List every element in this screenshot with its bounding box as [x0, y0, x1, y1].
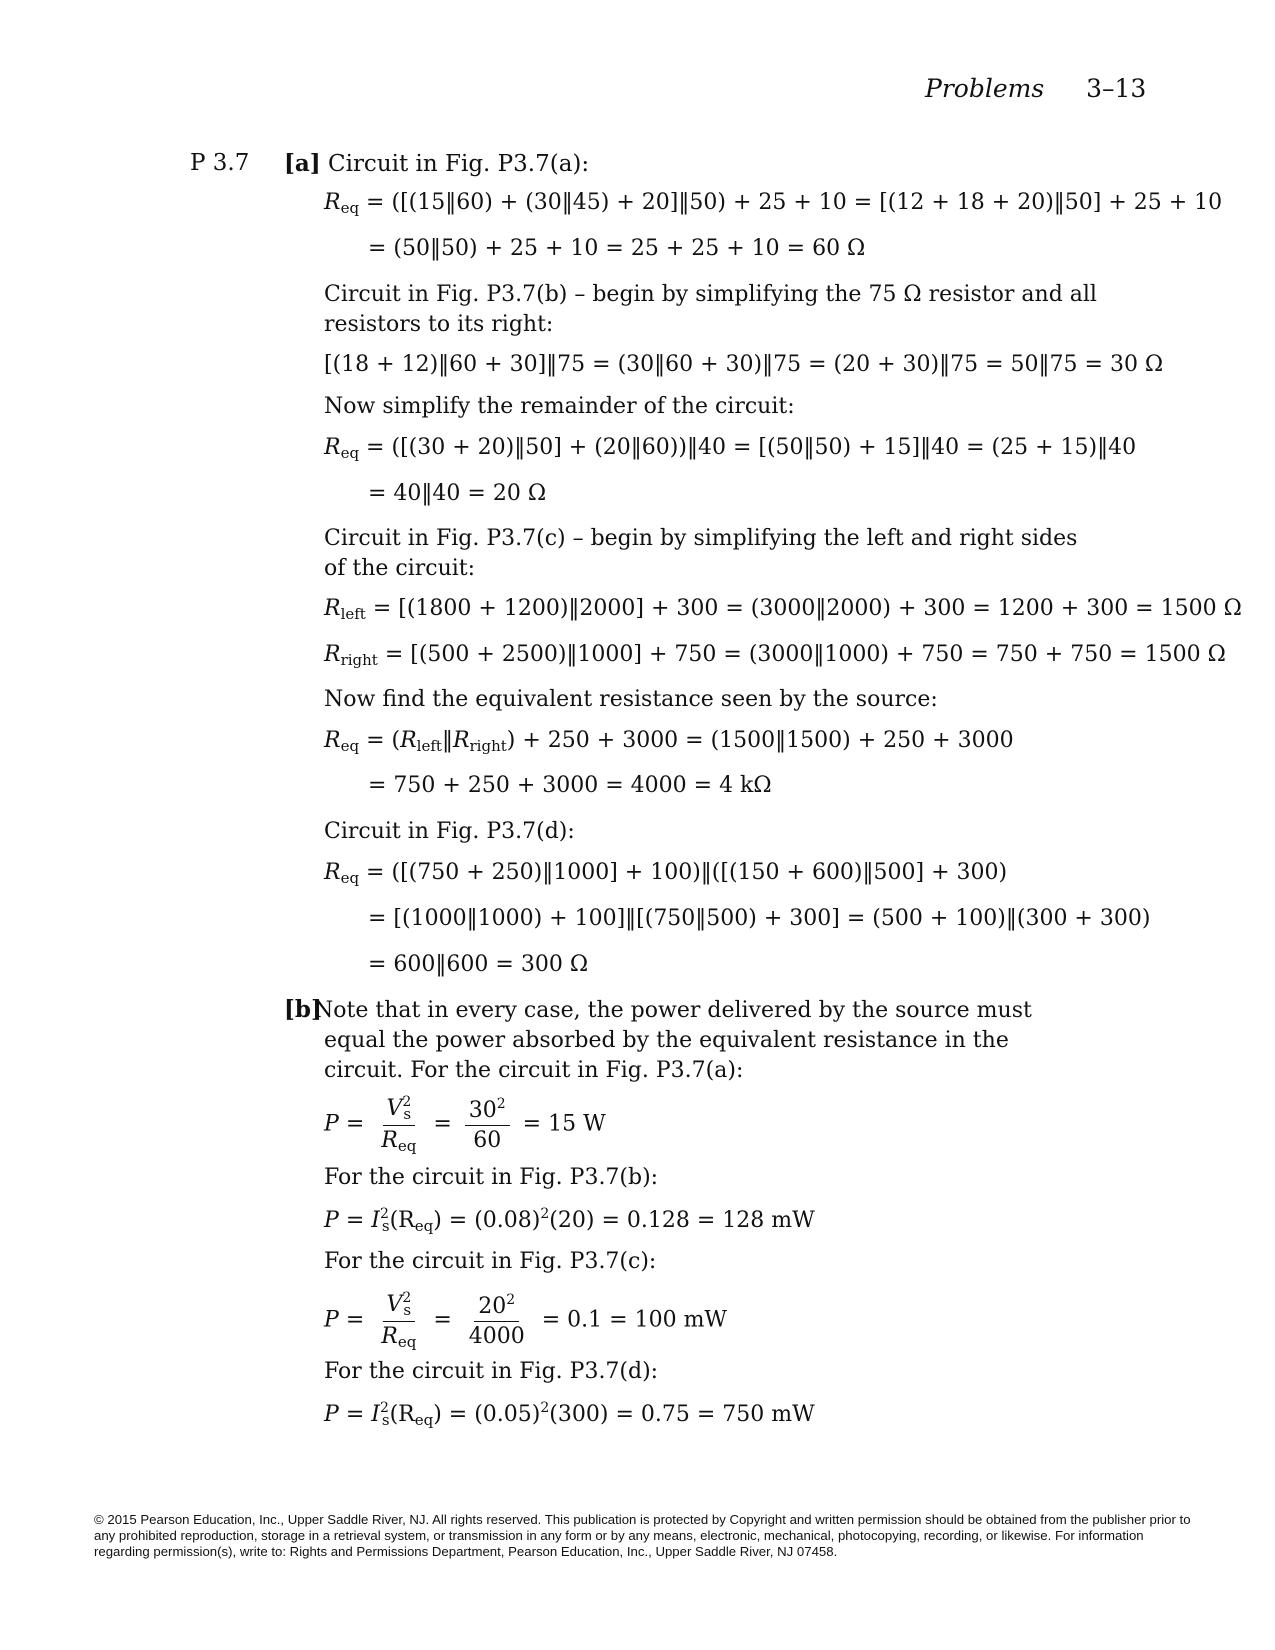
part-a-label: [a]: [284, 150, 321, 177]
subscript-eq: eq: [340, 737, 360, 755]
symbol-p: P: [324, 1307, 339, 1333]
subscript-eq: eq: [397, 1137, 417, 1155]
superscript-2: 2: [496, 1096, 506, 1112]
symbol-p: P: [324, 1111, 339, 1137]
superscript-2: 2: [506, 1292, 516, 1308]
subscript-eq: eq: [414, 1411, 434, 1429]
power-a-eq: [324, 1094, 606, 1155]
symbol-p: P: [324, 1402, 339, 1427]
denominator: 60: [473, 1128, 502, 1153]
open-paren-r: (R: [389, 1402, 415, 1427]
fraction-vs-req: [377, 1094, 420, 1155]
symbol-v: V: [386, 1292, 403, 1317]
part-a-heading: [284, 150, 589, 177]
numerator: 20: [478, 1294, 507, 1319]
symbol-r: R: [324, 642, 341, 667]
subscript-s: s: [381, 1411, 390, 1429]
fig-c-eq2: = 750 + 250 + 3000 = 4000 = 4 kΩ: [368, 773, 772, 798]
open-paren: (: [391, 728, 401, 753]
fig-b-text: Circuit in Fig. P3.7(b) – begin by simplifying the 75 Ω resistor and all resistors to its right:: [324, 282, 1097, 337]
eq-text: ) + 250 + 3000 = (1500‖1500) + 250 + 3000: [506, 728, 1014, 753]
open-paren-r: (R: [389, 1208, 415, 1233]
power-b-eq: [324, 1206, 815, 1235]
equals-sign: =: [345, 1111, 365, 1137]
part-b-intro: Note that in every case, the power delivered by the source must equal the power absorbed by the equivalent resistance in the circuit. For the circuit in Fig. P3.7(a):: [314, 998, 1032, 1083]
equals-sign: =: [366, 728, 385, 753]
fig-c-left-eq: [324, 596, 1242, 623]
numerator: 30: [468, 1098, 497, 1123]
equals-sign: =: [433, 1307, 452, 1333]
subscript-right: right: [340, 651, 378, 669]
superscript-2: 2: [379, 1400, 389, 1416]
equals-sign: =: [345, 1402, 365, 1427]
superscript-2: 2: [402, 1094, 412, 1110]
subscript-left: left: [416, 737, 442, 755]
power-c-text: For the circuit in Fig. P3.7(c):: [324, 1249, 657, 1274]
fig-c-text2: Now find the equivalent resistance seen by the source:: [324, 687, 938, 712]
page-header: [925, 74, 1146, 103]
subscript-eq: eq: [414, 1217, 434, 1235]
page-number: 3–13: [1086, 74, 1147, 103]
subscript-eq: eq: [397, 1333, 417, 1351]
eq-text: (20) = 0.128 = 128 mW: [549, 1208, 815, 1233]
result-a: = 15 W: [522, 1111, 606, 1137]
equals-sign: =: [345, 1208, 365, 1233]
eq-text: = ([(15‖60) + (30‖45) + 20]‖50) + 25 + 10 = [(12 + 18 + 20)‖50] + 25 + 10: [359, 190, 1223, 215]
fraction-values-a: [465, 1096, 510, 1153]
symbol-r: R: [452, 728, 470, 753]
fig-d-eq3: = 600‖600 = 300 Ω: [368, 952, 589, 977]
fig-b-eq3: = 40‖40 = 20 Ω: [368, 481, 547, 506]
superscript-2: 2: [540, 1400, 550, 1416]
superscript-2: 2: [379, 1206, 389, 1222]
subscript-s: s: [381, 1217, 390, 1235]
symbol-r: R: [400, 728, 417, 753]
symbol-r: R: [381, 1324, 398, 1349]
eq-text: = [(500 + 2500)‖1000] + 750 = (3000‖1000) + 750 = 750 + 750 = 1500 Ω: [377, 642, 1226, 667]
equals-sign: =: [433, 1111, 452, 1137]
symbol-r: R: [324, 596, 341, 621]
fraction-values-c: [465, 1292, 529, 1349]
denominator: 4000: [468, 1324, 525, 1349]
eq-text: ) = (0.08): [433, 1208, 541, 1233]
eq-text: (300) = 0.75 = 750 mW: [549, 1402, 815, 1427]
fig-b-eq2: [324, 435, 1136, 462]
symbol-v: V: [386, 1096, 403, 1121]
symbol-r: R: [324, 728, 341, 753]
fig-b-text2: Now simplify the remainder of the circuit:: [324, 394, 795, 419]
eq-text: ) = (0.05): [433, 1402, 541, 1427]
result-c: = 0.1 = 100 mW: [541, 1307, 728, 1333]
subscript-s: s: [403, 1301, 412, 1319]
symbol-r: R: [324, 860, 341, 885]
parallel-sign: ‖: [441, 728, 453, 753]
symbol-r: R: [381, 1128, 398, 1153]
power-d-text: For the circuit in Fig. P3.7(d):: [324, 1359, 659, 1384]
fig-c-right-eq: [324, 642, 1226, 669]
subscript-eq: eq: [340, 444, 360, 462]
subscript-eq: eq: [340, 869, 360, 887]
subscript-left: left: [340, 605, 366, 623]
symbol-i: I: [371, 1402, 380, 1427]
fig-d-eq1: [324, 860, 1007, 887]
copyright-footer: © 2015 Pearson Education, Inc., Upper Saddle River, NJ. All rights reserved. This publication is protected by Copyright and written permission should be obtained from the publisher prior to any prohibited reproduction, storage in a retrieval system, or transmission in any form or by any means, electronic, mechanical, photocopying, recording, or likewise. For information regarding permission(s), write to: Rights and Permissions Department, Pearson Education, Inc., Upper Saddle River, NJ 07458.: [94, 1512, 1191, 1559]
equals-sign: =: [345, 1307, 365, 1333]
power-b-text: For the circuit in Fig. P3.7(b):: [324, 1165, 659, 1190]
problem-number: P 3.7: [190, 150, 250, 176]
fig-d-text: Circuit in Fig. P3.7(d):: [324, 819, 575, 844]
fraction-vs-req: [377, 1290, 420, 1351]
part-b-label: [b]: [284, 996, 322, 1023]
subscript-s: s: [403, 1105, 412, 1123]
superscript-2: 2: [540, 1206, 550, 1222]
eq-text: = [(1800 + 1200)‖2000] + 300 = (3000‖2000) + 300 = 1200 + 300 = 1500 Ω: [365, 596, 1242, 621]
fig-c-eq: [324, 728, 1014, 755]
power-c-eq: [324, 1290, 727, 1351]
symbol-i: I: [371, 1208, 380, 1233]
eq-text: = ([(30 + 20)‖50] + (20‖60))‖40 = [(50‖50) + 15]‖40 = (25 + 15)‖40: [359, 435, 1137, 460]
symbol-p: P: [324, 1208, 339, 1233]
subscript-right: right: [469, 737, 507, 755]
fig-c-text: Circuit in Fig. P3.7(c) – begin by simplifying the left and right sides of the circuit:: [324, 526, 1078, 581]
fig-d-eq2: = [(1000‖1000) + 100]‖[(750‖500) + 300] = (500 + 100)‖(300 + 300): [368, 906, 1151, 931]
fig-a-eq2: = (50‖50) + 25 + 10 = 25 + 25 + 10 = 60 Ω: [368, 236, 866, 261]
subscript-eq: eq: [340, 199, 360, 217]
symbol-r: R: [324, 190, 341, 215]
eq-text: = ([(750 + 250)‖1000] + 100)‖([(150 + 600)‖500] + 300): [359, 860, 1008, 885]
fig-a-eq1: [324, 190, 1222, 217]
symbol-r: R: [324, 435, 341, 460]
part-a-heading-text: Circuit in Fig. P3.7(a):: [327, 151, 590, 177]
power-d-eq: [324, 1400, 815, 1429]
superscript-2: 2: [402, 1290, 412, 1306]
running-title: Problems: [925, 74, 1045, 103]
fig-b-eq1: [(18 + 12)‖60 + 30]‖75 = (30‖60 + 30)‖75 = (20 + 30)‖75 = 50‖75 = 30 Ω: [324, 352, 1164, 377]
